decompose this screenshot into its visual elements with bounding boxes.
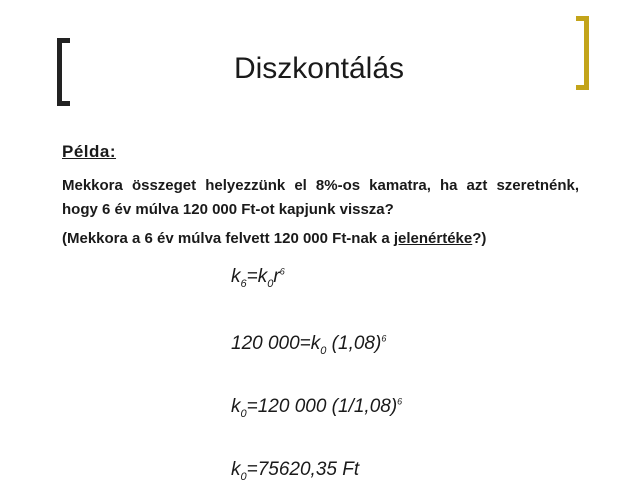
formula-symbol: =k	[246, 266, 268, 287]
formula-substitution	[231, 333, 386, 357]
question-text	[62, 230, 486, 247]
question-after: ?)	[472, 230, 487, 247]
formula-text: 120 000=k	[231, 333, 321, 354]
formula-future-value	[231, 266, 285, 290]
formula-subscript: 0	[240, 470, 247, 483]
slide-title: Diszkontálás	[233, 52, 405, 85]
formula-text: (1,08)	[326, 333, 382, 354]
formula-exponent: 6	[381, 333, 387, 344]
formula-exponent: 6	[279, 266, 285, 277]
formula-text: =120 000 (1/1,08)	[246, 396, 398, 417]
formula-result	[231, 459, 359, 483]
formula-rearranged	[231, 396, 402, 420]
formula-symbol: k	[231, 459, 241, 480]
formula-symbol: k	[231, 396, 241, 417]
formula-exponent: 6	[397, 396, 403, 407]
formula-subscript: 0	[267, 277, 274, 290]
formula-subscript: 6	[240, 277, 247, 290]
question-before: (Mekkora a 6 év múlva felvett 120 000 Ft-nak a	[62, 230, 394, 247]
formula-symbol: r	[273, 266, 280, 287]
formula-subscript: 0	[320, 344, 327, 357]
problem-text: Mekkora összeget helyezzünk el 8%-os kamatra, ha azt szeretnénk, hogy 6 év múlva 120 000 Ft-ot kapjunk vissza?	[62, 177, 579, 218]
formula-subscript: 0	[240, 407, 247, 420]
formula-text: =75620,35 Ft	[246, 459, 360, 480]
example-label: Példa:	[62, 142, 117, 161]
formula-symbol: k	[231, 266, 241, 287]
question-underlined-term: jelenértéke	[393, 230, 473, 247]
